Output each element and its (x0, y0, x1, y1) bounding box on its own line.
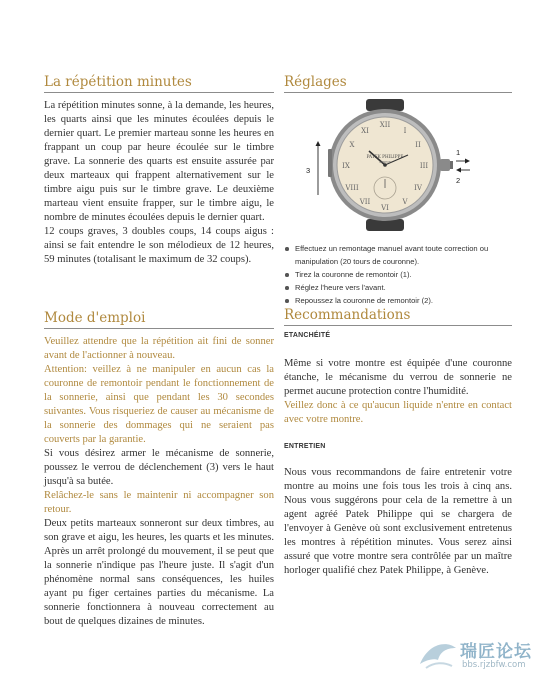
svg-text:IX: IX (342, 162, 350, 170)
divider (44, 328, 274, 329)
list-item: Réglez l'heure vers l'avant. (284, 281, 512, 294)
paragraph: Nous vous recommandons de faire entretenir votre montre au moins une fois tous les trois à cinq ans. Nous vous suggérons pour cela de la remettre à un agent agréé Patek Philippe qui se chargera de l'envoyer à Genève où sont exclusivement entretenus les montres à répétition minutes. Vous serez ainsi assuré que votre montre sera contrôlée par un maître horloger qualifié chez Patek Philippe, à Genève. (284, 467, 512, 576)
svg-text:II: II (415, 141, 421, 149)
warning-text: Veillez donc à ce qu'aucun liquide n'entre en contact avec votre montre. (284, 400, 512, 425)
divider (284, 92, 512, 93)
svg-text:VI: VI (381, 204, 389, 212)
section-title: Recommandations (284, 307, 411, 323)
section-title: Réglages (284, 74, 347, 90)
list-item: Repoussez la couronne de remontoir (2). (284, 294, 512, 307)
svg-text:III: III (419, 162, 429, 170)
svg-text:X: X (349, 141, 355, 149)
paragraph: Deux petits marteaux sonneront sur deux timbres, au son grave et aigu, les heures, les quarts et les minutes. Après un arrêt prolongé du mouvement, il se peut que la sonnerie n'indique pas l'heure juste. Il s'agit d'un phénomène normal sans conséquences, les huiles ayant pu figer certaines parties du mécanisme. La sonnerie fonctionnera à nouveau correctement au bout de quelques dizaines de minutes. (44, 518, 274, 627)
paragraph: La répétition minutes sonne, à la demande, les heures, les quarts ainsi que les minutes écoulées depuis le dernier quart. Le premier marteau sonne les heures en frappant un coup par heure écoulée sur le timbre grave. La sonnerie des quarts est ensuite assurée par deux marteaux qui frappent alternativement sur le timbre aigu puis sur le timbre grave. Le deuxième marteau vient ensuite frapper, sur le timbre aigu, le nombre de minutes écoulées depuis le dernier quart. (44, 100, 274, 223)
warning-text: Attention: veillez à ne manipuler en aucun cas la couronne de remontoir pendant le fonctionnement de la sonnerie, ainsi que pendant les 30 secondes suivantes. Vous risqueriez de causer au mécanisme de la sonnerie des dommages qui ne seraient pas couverts par la garantie. (44, 364, 274, 445)
paragraph: Même si votre montre est équipée d'une couronne étanche, le mécanisme du verrou de sonnerie ne permet aucune protection contre l'humidité. (284, 358, 512, 397)
list-item: Tirez la couronne de remontoir (1). (284, 268, 512, 281)
watch-illustration (284, 99, 512, 231)
divider (284, 325, 512, 326)
callout-label: 3 (306, 166, 311, 175)
section-mode-emploi (44, 310, 274, 629)
forum-watermark (410, 632, 550, 682)
section-title: La répétition minutes (44, 74, 192, 90)
svg-text:I: I (403, 127, 407, 135)
paragraph: 12 coups graves, 3 doubles coups, 14 coups aigus : ainsi se fait entendre le son mélodieux de 12 heures, 59 minutes (totalisant le maximum de 32 coups). (44, 226, 274, 265)
svg-text:VIII: VIII (345, 184, 359, 192)
subsection-heading: ENTRETIEN (284, 443, 326, 450)
callout-label: 2 (456, 176, 461, 185)
section-title: Mode d'emploi (44, 310, 146, 326)
watermark-url: bbs.rjzbfw.com (462, 660, 526, 670)
brand-name: PATEK PHILIPPE (366, 154, 404, 159)
svg-text:IV: IV (414, 184, 422, 192)
warning-text: Relâchez-le sans le maintenir ni accompagner son retour. (44, 490, 274, 515)
steps-list (284, 242, 512, 307)
list-item: Effectuez un remontage manuel avant toute correction ou manipulation (20 tours de couronne). (284, 242, 512, 268)
svg-text:V: V (402, 198, 408, 206)
bird-logo-icon (416, 634, 460, 678)
svg-text:XII: XII (379, 121, 391, 129)
paragraph: Si vous désirez armer le mécanisme de sonnerie, poussez le verrou de déclenchement (3) vers le haut jusqu'à sa butée. (44, 448, 274, 487)
section-repetition-minutes (44, 74, 274, 267)
divider (44, 92, 274, 93)
section-recommandations (284, 307, 512, 578)
svg-text:XI: XI (361, 127, 369, 135)
watermark-title: 瑞匠论坛 (460, 642, 532, 662)
warning-text: Veuillez attendre que la répétition ait fini de sonner avant de l'actionner à nouveau. (44, 336, 274, 361)
subsection-heading: ETANCHÉITÉ (284, 332, 331, 339)
svg-text:VII: VII (359, 198, 371, 206)
section-reglages (284, 74, 512, 307)
brand-city: GENEVE (379, 160, 391, 164)
callout-label: 1 (456, 148, 461, 157)
